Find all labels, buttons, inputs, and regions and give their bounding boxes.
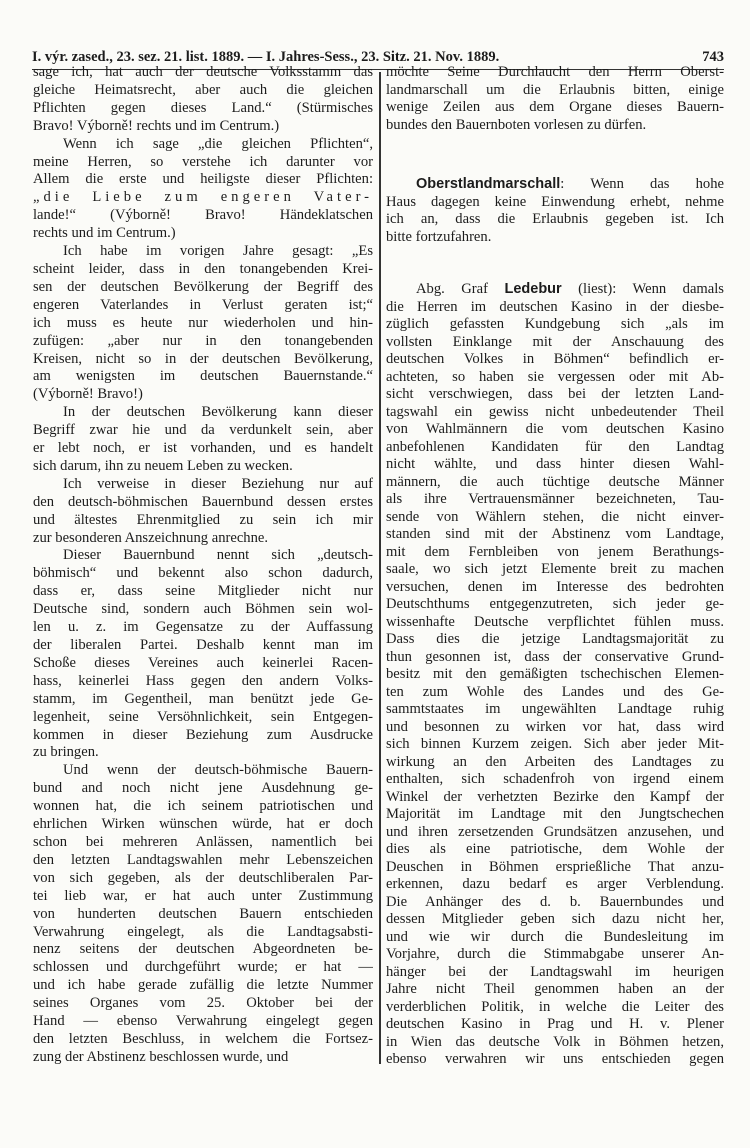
text-line: seines Organes vom 25. Oktober bei der [33,995,373,1012]
text-line: am wenigsten im deutschen Bauernstande.“ [33,368,373,385]
paragraph [33,243,373,404]
text-line: züglich gefassten Kundgebung sich „als im [386,316,724,332]
paragraph [33,547,373,762]
column-divider [379,72,381,1064]
text-line: tei lieb war, er hat auch unter Zustimmung [33,887,373,904]
text-line: „die Liebe zum engeren Vater- [33,189,373,206]
text-line: möchte Seine Durchlaucht den Herrn Oberst- [386,64,724,80]
text-line: sich binnen Kurzem zeigen. Sich aber jeder Mit- [386,736,724,752]
text-line: landmarschall um die Erlaubnis bitten, einige [386,81,724,98]
text-line: (Výborně! Bravo!) [33,386,143,403]
paragraph [33,404,373,476]
text-line: dass er, dass seine Mitglieder nicht nur [33,583,373,600]
ledebur-reading [386,281,724,1069]
text-line: wirkung an den Arbeiten des Landtages zu [386,753,724,770]
text-line: von sich gegeben, als der deutschliberalen Par- [33,869,373,886]
text-line: hänger bei der Landtagswahl im heurigen [386,963,724,980]
page-number: 743 [702,49,724,65]
text-line: sage ich, hat auch der deutsche Volksstamm das [33,64,373,80]
text-line: Kreisen, nicht so in der deutschen Bevölkerung, [33,350,373,367]
text-line: bitte fortzufahren. [386,228,492,245]
text-line: bundes den Bauernboten vorlesen zu dürfen. [386,116,647,133]
text-line: enthalten, sich schadenfroh von irgend einem [386,771,724,787]
text-line: erkennen, dazu bedarf es arger Verblendung. [386,876,724,892]
text-line: als ihre Vertrauensmänner bezeichneten, Tau- [386,491,724,507]
text-line: der liberalen Partei. Deshalb kennt man im [33,637,373,653]
text-line: len u. z. im Gegensatze zu der Auffassung [33,619,373,636]
text-line: wenige Zeilen aus dem Organe dieses Bauern- [386,99,724,115]
text-line: und besonnen zu wirken vor hat, dass wird [386,718,724,735]
text-line: Begriff zwar hie und da verdunkelt sein, aber [33,422,373,439]
text-line: schlossen und durchgeführt wurde; er hat — [33,959,373,976]
text-line: männern, die auch tüchtige deutsche Männer [386,473,724,490]
text-line: ebenso verwahren wir uns entschieden gegen [386,1051,724,1067]
text-line: zu bringen. [33,744,99,761]
text-line: thun gesonnen ist, dass der conservative Grund- [386,648,724,665]
text-line: Schoße dieses Vereines auch keinerlei Racen- [33,654,373,671]
text-line: In der deutschen Bevölkerung kann dieser [63,404,373,421]
text-line: deutschen Volkes in Böhmen“ befindlich er- [386,351,724,367]
text-line: deutschen Kasino in Prag und H. v. Plener [386,1016,724,1032]
text-line: standen sind mit der Abstinenz vom Landtage, [386,526,724,542]
text-line: sammtstaates im ungewählten Landtage ruhig [386,701,724,717]
text-line: er lebt noch, er ist vorhanden, und es handelt [33,440,373,457]
paragraph [33,136,373,243]
text-line: meine Herren, so verstehe ich darunter vor [33,153,373,170]
text-line: lande!“ (Výborně! Bravo! Händeklatschen [33,207,373,224]
text-line: verderblichen Politik, in welche die Leiter des [386,998,724,1015]
text-line: nenz seitens der deutschen Abgeordneten be- [33,941,373,958]
paragraph [33,476,373,548]
text-line: sicht verschwiegen, dass bei der letzten Land- [386,386,724,402]
ledebur-first-line [386,281,724,299]
text-line: kommen in dieser Beziehung zum Ausdrucke [33,726,373,743]
text-line: den letzten Beschluss, in welchem die Fortsez- [33,1030,373,1047]
text-line: Deutsche sind, sondern auch Böhmen sein wol- [33,601,373,618]
header-title: I. výr. zased., 23. sez. 21. list. 1889. — I. Jahres-Sess., 23. Sitz. 21. Nov. 1889. [32,49,500,65]
text-line: ich an, dass die Erlaubnis gegeben ist. Ich [386,211,724,227]
text-line: Winkel der verhetzten Bezirke den Kampf der [386,788,724,805]
speaker-title: Abg. Graf [416,281,505,297]
text-line: dessen Mitglieder geben sich dazu nicht her, [386,911,724,927]
text-line: zufügen: „aber nur in den tonangebenden [33,332,373,349]
text-line: Pflichten gegen dieses Land.“ (Stürmisches [33,99,373,116]
text-line: sen der deutschen Bevölkerung der Begriff des [33,278,373,295]
text-line: gleiche Heimatsrecht, aber auch die gleichen [33,81,373,98]
text-line: die Herren im deutschen Kasino in der diesbe- [386,298,724,315]
text-line: Deutschthums entgegenzutreten, sich jeder ge- [386,596,724,612]
text-line: hass, keinerlei Hass gegen den andern Volks- [33,672,373,689]
text-line: den deutsch-böhmischen Bauernbund dessen erstes [33,493,373,510]
text-line: Ich verweise in dieser Beziehung nur auf [63,475,373,492]
text-line: Haus dagegen keine Einwendung erhebt, nehme [386,193,724,210]
speaker-name: Oberstlandmarschall [416,176,561,192]
text-line: versuchen, denen im Interesse des bedrohten [386,578,724,595]
text-line: anbefohlenen Kandidaten für den Landtag [386,438,724,455]
text-line: böhmisch“ und bekennt also schon dadurch, [33,565,373,582]
president-statement [386,176,724,246]
text-line: Jahre nicht Theil genommen haben an der [386,981,724,997]
text-line: rechts und im Centrum.) [33,225,176,242]
text-line: und ich habe gerade zufällig die letzte Nummer [33,977,373,994]
text-line: schon bei mehreren Anlässen, namentlich bei [33,833,373,850]
text-line: Wenn ich sage „die gleichen Pflichten“, [63,135,373,152]
president-first-line [386,176,724,194]
text-line: Dass dies die jetzige Landtagsmajorität zu [386,631,724,647]
statement-text: : Wenn das hohe [560,176,724,192]
text-line: sende von Wählern stehen, die nicht einver- [386,508,724,525]
text-line: und ältestes Ehrenmitglied zu sein ich mir [33,511,373,528]
text-line: von hunderten deutschen Bauern entschieden [33,905,373,922]
text-line: Allem die erste und heiligste dieser Pflichten: [33,171,373,188]
paragraph [33,64,373,136]
statement-text: (liest): Wenn damals [561,281,724,297]
text-line: besitz mit den gemäßigten tschechischen Elemen- [386,666,724,682]
text-line: und ihren zersetzenden Grundsätzen anzusehen, und [386,823,724,840]
text-line: mit dem Fernbleiben von jenem Berathungs- [386,543,724,560]
paragraph [33,762,373,1066]
text-line: zung der Abstinenz beschlossen wurde, und [33,1048,289,1065]
text-line: sich darum, ihn zu neuem Leben zu wecken. [33,457,293,474]
text-line: Bravo! Výborně! rechts und im Centrum.) [33,117,280,134]
speaker-name: Ledebur [504,281,562,297]
right-column-intro [386,64,724,134]
text-line: scheint leider, dass in den tonangebenden Krei- [33,260,373,277]
text-line: ehrlichen Wirken wünschen würde, hat er doch [33,816,373,833]
text-line: Dieser Bauernbund nennt sich „deutsch- [63,547,373,564]
text-line: achteten, so haben sie vergessen oder mit Ab- [386,368,724,385]
text-line: ten zum Wohle des Landes und des Ge- [386,683,724,700]
text-line: Und wenn der deutsch-böhmische Bauern- [63,762,373,779]
text-line: in Wien das deutsche Volk in Böhmen hetzen, [386,1033,724,1050]
text-line: Majorität im Landtage mit den Jungtschechen [386,806,724,822]
text-line: Die Anhänger des d. b. Bauernbundes und [386,893,724,910]
text-line: stamm, im Gegentheil, man benützt jede Ge- [33,690,373,707]
text-line: tagswahl ein gewiss nicht unbedeutender Theil [386,403,724,420]
text-line: dies als eine patriotische, dem Wohle der [386,841,724,857]
text-line: Ich habe im vorigen Jahre gesagt: „Es [63,243,373,260]
text-line: ich muss es heute nur wiederholen und hin- [33,314,373,331]
text-line: und wie wir durch die Bundesleitung im [386,928,724,945]
text-line: wissenhafte Deutsche verpflichtet fühlen muss. [386,613,724,630]
text-line: Hand — ebenso Verwahrung eingelegt gegen [33,1013,373,1030]
text-line: nicht wählte, und dass hinter diesen Wahl- [386,456,724,472]
text-line: zur besonderen Anszeichnung anrechne. [33,529,269,546]
left-column [33,64,373,1067]
text-line: Vorjahre, durch die Stimmabgabe unserer An- [386,946,724,962]
text-line: den letzten Landtagswahlen mehr Lebenszeichen [33,851,373,868]
text-line: bund and noch nicht jene Ausdehnung ge- [33,780,373,797]
text-line: wonnen hat, die ich seinem patriotischen und [33,798,373,815]
text-line: engeren Vaterlandes in Verlust geraten ist;“ [33,296,373,313]
text-line: legenheit, seine Versöhnlichkeit, sein Entgegen- [33,708,373,725]
text-line: von Wahlmännern die vom deutschen Kasino [386,421,724,437]
text-line: saale, wo sich jetzt Elemente breit zu machen [386,561,724,577]
text-line: Deuschen in Böhmen ersprießliche That anzu- [386,858,724,875]
text-line: vollsten Einklange mit der Anschauung des [386,333,724,350]
text-line: Verwahrung eingelegt, als die Landtagsabsti- [33,923,373,940]
